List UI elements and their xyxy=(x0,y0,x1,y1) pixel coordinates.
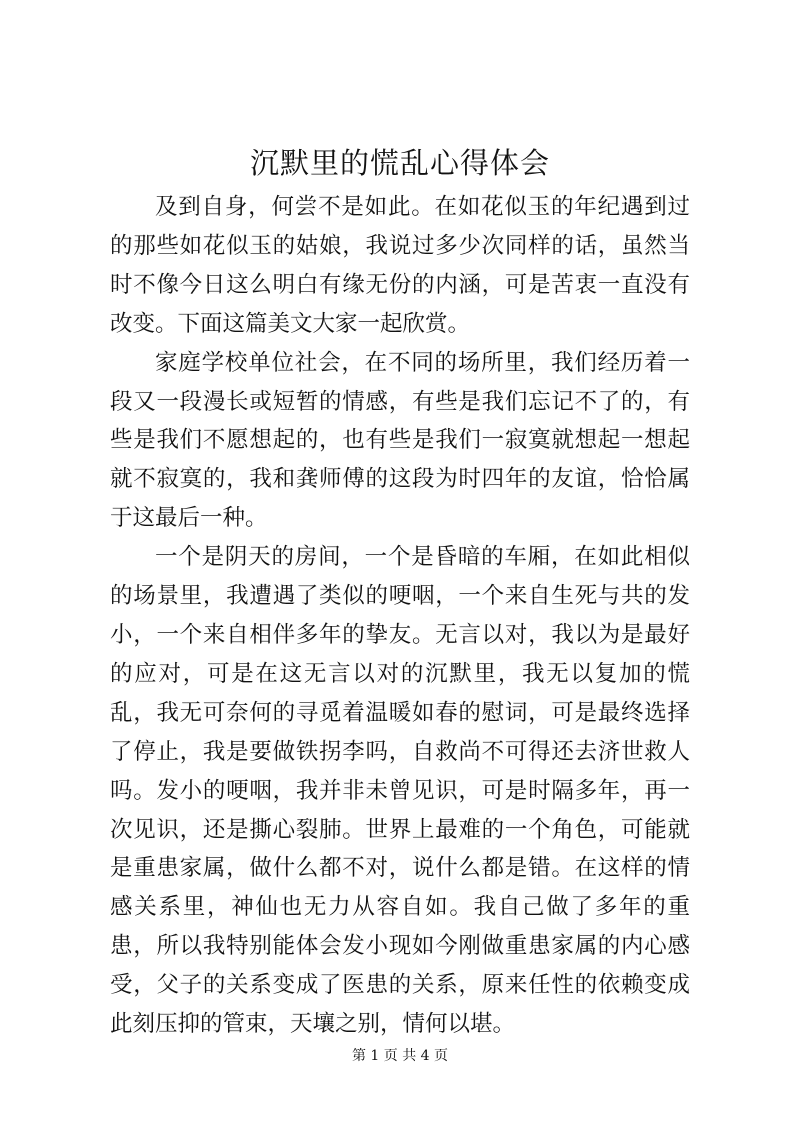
page-footer: 第 1 页 共 4 页 xyxy=(351,1048,449,1064)
paragraph-1: 及到自身，何尝不是如此。在如花似玉的年纪遇到过的那些如花似玉的姑娘，我说过多少次同样的话，虽然当时不像今日这么明白有缘无份的内涵，可是苦衷一直没有改变。下面这篇美文大家一起欣赏。 xyxy=(110,194,690,337)
document-body xyxy=(110,188,690,1044)
paragraph-2: 家庭学校单位社会，在不同的场所里，我们经历着一段又一段漫长或短暂的情感，有些是我们忘记不了的，有些是我们不愿想起的，也有些是我们一寂寞就想起一想起就不寂寞的，我和龚师傅的这段为时四年的友谊，恰恰属于这最后一种。 xyxy=(110,349,690,532)
paragraph-3: 一个是阴天的房间，一个是昏暗的车厢，在如此相似的场景里，我遭遇了类似的哽咽，一个来自生死与共的发小，一个来自相伴多年的挚友。无言以对，我以为是最好的应对，可是在这无言以对的沉默里，我无以复加的慌乱，我无可奈何的寻觅着温暖如春的慰词，可是最终选择了停止，我是要做铁拐李吗，自救尚不可得还去济世救人吗。发小的哽咽，我并非未曾见识，可是时隔多年，再一次见识，还是撕心裂肺。世界上最难的一个角色，可能就是重患家属，做什么都不对，说什么都是错。在这样的情感关系里，神仙也无力从容自如。我自己做了多年的重患，所以我特别能体会发小现如今刚做重患家属的内心感受，父子的关系变成了医患的关系，原来任性的依赖变成此刻压抑的管束，天壤之别，情何以堪。 xyxy=(110,544,690,1038)
page-title: 沉默里的慌乱心得体会 xyxy=(249,146,550,180)
